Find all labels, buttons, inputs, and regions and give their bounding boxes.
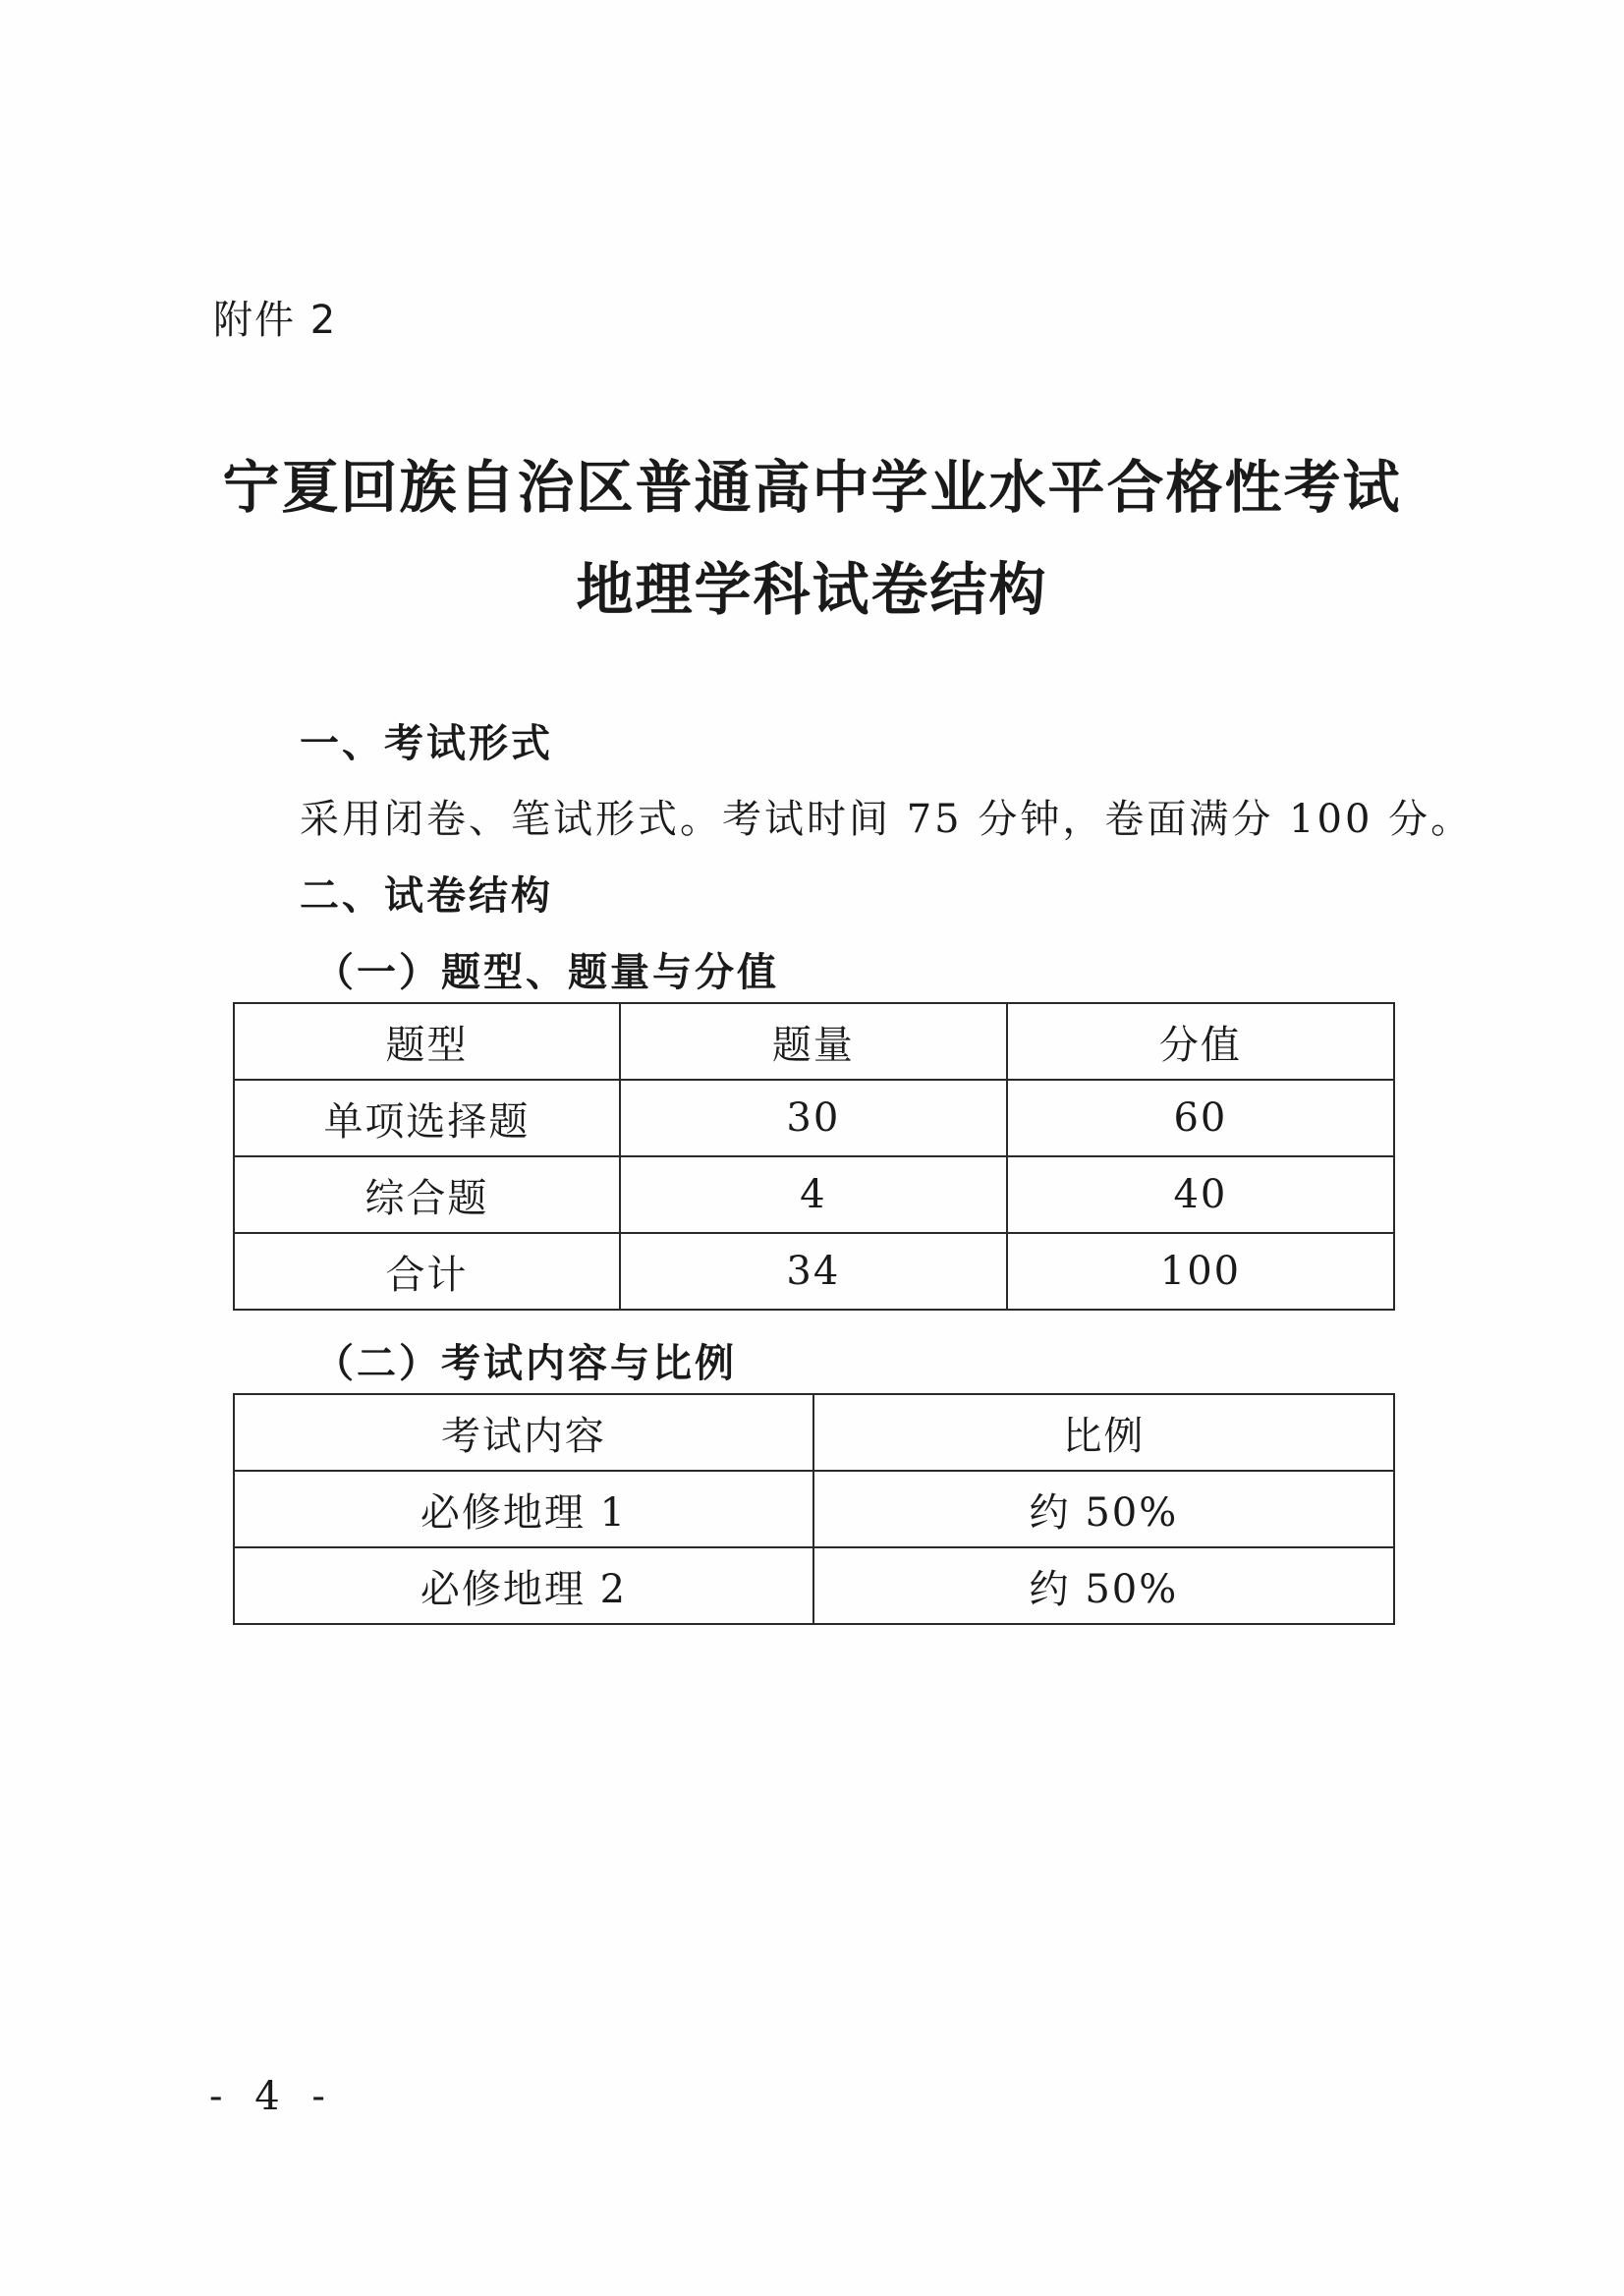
question-types-table: [233, 1002, 1395, 1311]
table-row: [234, 1080, 1394, 1156]
table-header-cell: 考试内容: [234, 1394, 813, 1471]
table-header-row: [234, 1003, 1394, 1080]
table-header-row: [234, 1394, 1394, 1471]
table-cell: 40: [1007, 1156, 1394, 1233]
table-cell: 约 50%: [813, 1547, 1394, 1624]
table-header-cell: 题型: [234, 1003, 620, 1080]
table-cell: 合计: [234, 1233, 620, 1310]
table-row: [234, 1233, 1394, 1310]
document-title-line-2: 地理学科试卷结构: [576, 556, 1048, 623]
table-cell: 综合题: [234, 1156, 620, 1233]
table-row: [234, 1156, 1394, 1233]
table-cell: 30: [620, 1080, 1007, 1156]
table-cell: 约 50%: [813, 1471, 1394, 1547]
table-cell: 单项选择题: [234, 1080, 620, 1156]
table-cell: 必修地理 1: [234, 1471, 813, 1547]
page-number: - 4 -: [209, 2074, 335, 2119]
table-cell: 100: [1007, 1233, 1394, 1310]
exam-form-paragraph: 采用闭卷、笔试形式。考试时间 75 分钟，卷面满分 100 分。: [300, 797, 1474, 842]
table-cell: 4: [620, 1156, 1007, 1233]
section-heading-exam-form: 一、考试形式: [300, 721, 553, 766]
table-row: [234, 1471, 1394, 1547]
table-cell: 60: [1007, 1080, 1394, 1156]
table-header-cell: 分值: [1007, 1003, 1394, 1080]
exam-content-table: [233, 1393, 1395, 1625]
attachment-label: 附件 2: [213, 298, 338, 343]
table-cell: 必修地理 2: [234, 1547, 813, 1624]
subheading-question-types: （一）题型、题量与分值: [314, 949, 779, 995]
document-title-line-1: 宁夏回族自治区普通高中学业水平合格性考试: [222, 454, 1402, 521]
table-row: [234, 1547, 1394, 1624]
section-heading-paper-structure: 二、试卷结构: [300, 873, 553, 919]
table-header-cell: 题量: [620, 1003, 1007, 1080]
table-cell: 34: [620, 1233, 1007, 1310]
subheading-exam-content: （二）考试内容与比例: [314, 1340, 737, 1386]
table-header-cell: 比例: [813, 1394, 1394, 1471]
